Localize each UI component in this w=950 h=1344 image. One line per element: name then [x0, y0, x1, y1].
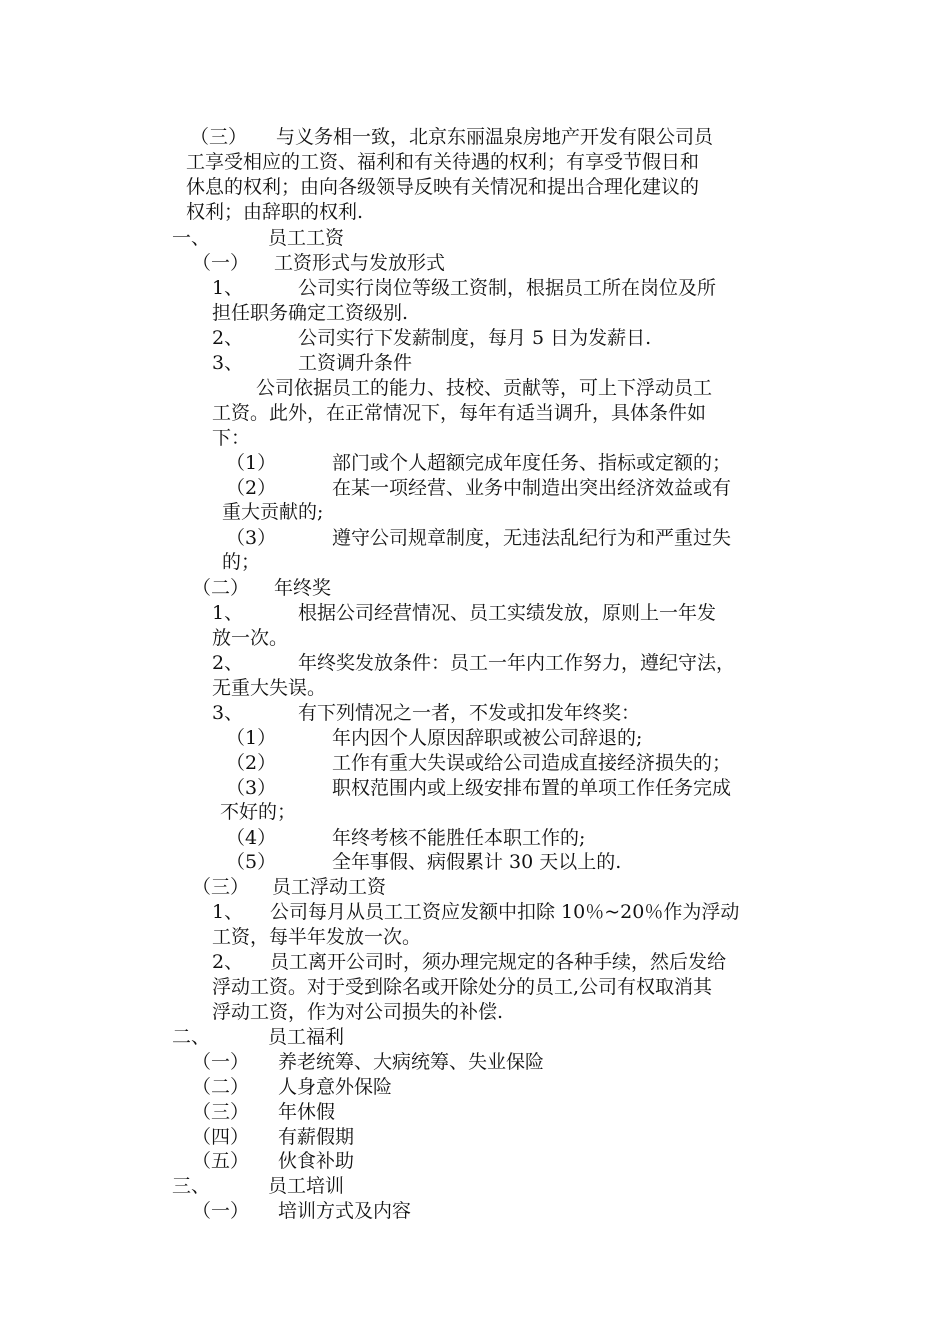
subsection-marker: （三） [192, 876, 250, 898]
clause-text: 职权范围内或上级安排布置的单项工作任务完成 [332, 777, 732, 799]
subsection-title: 员工浮动工资 [272, 876, 387, 898]
paragraph-text: 工资。此外，在正常情况下，每年有适当调升，具体条件如 [212, 402, 707, 424]
paragraph-text: 公司依据员工的能力、技校、贡献等，可上下浮动员工 [256, 377, 713, 399]
item-marker: 3、 [212, 702, 244, 724]
paragraph-text: 休息的权利；由向各级领导反映有关情况和提出合理化建议的 [186, 176, 700, 198]
clause-text: 遵守公司规章制度，无违法乱纪行为和严重过失 [332, 527, 732, 549]
list-item-text: 伙食补助 [278, 1150, 355, 1172]
clause-marker: （1） [226, 727, 277, 749]
clause-marker: （5） [226, 851, 277, 873]
clause-marker: （3） [226, 527, 277, 549]
item-marker: 1、 [212, 602, 244, 624]
subsection-marker: （一） [192, 1200, 250, 1222]
subsection-title: 培训方式及内容 [278, 1200, 412, 1222]
item-marker: 2、 [212, 652, 244, 674]
item-text: 浮动工资。对于受到除名或开除处分的员工,公司有权取消其 [212, 976, 713, 998]
clause-marker: （1） [226, 452, 277, 474]
section-marker: 三、 [172, 1175, 211, 1197]
clause-text: 部门或个人超额完成年度任务、指标或定额的； [332, 452, 732, 474]
item-text: 担任职务确定工资级别. [212, 302, 409, 324]
paragraph-text: 下： [212, 427, 251, 449]
item-text: 公司每月从员工工资应发额中扣除 10％~20％作为浮动 [270, 901, 740, 923]
list-item-marker: （四） [192, 1126, 250, 1148]
clause-text: 在某一项经营、业务中制造出突出经济效益或有 [332, 477, 732, 499]
clause-marker: （2） [226, 477, 277, 499]
clause-text: 工作有重大失误或给公司造成直接经济损失的； [332, 752, 732, 774]
item-text: 有下列情况之一者，不发或扣发年终奖： [298, 702, 641, 724]
clause-text: 年内因个人原因辞职或被公司辞退的; [332, 727, 643, 749]
list-item-marker: （一） [192, 1051, 250, 1073]
item-marker: 1、 [212, 277, 244, 299]
list-item-text: 有薪假期 [278, 1126, 355, 1148]
item-text: 根据公司经营情况、员工实绩发放，原则上一年发 [298, 602, 717, 624]
item-text: 年终奖发放条件：员工一年内工作努力，遵纪守法， [298, 652, 736, 674]
item-text: 放一次。 [212, 627, 289, 649]
paragraph-text: 与义务相一致，北京东丽温泉房地产开发有限公司员 [276, 126, 714, 148]
clause-text: 不好的； [220, 801, 297, 823]
paragraph-text: 权利；由辞职的权利. [186, 201, 364, 223]
clause-text: 重大贡献的; [222, 501, 324, 523]
list-item-marker: （二） [192, 1076, 250, 1098]
section-marker: 二、 [172, 1026, 211, 1048]
item-text: 公司实行下发薪制度，每月 5 日为发薪日. [298, 327, 652, 349]
section-title: 员工培训 [268, 1175, 345, 1197]
list-item-marker: （三） [192, 1101, 250, 1123]
item-marker: 2、 [212, 327, 244, 349]
subsection-marker: （二） [192, 577, 250, 599]
item-marker: 3、 [212, 352, 244, 374]
clause-text: 年终考核不能胜任本职工作的; [332, 827, 586, 849]
paragraph-marker: （三） [190, 126, 248, 148]
item-text: 公司实行岗位等级工资制，根据员工所在岗位及所 [298, 277, 717, 299]
section-title: 员工工资 [268, 227, 345, 249]
paragraph-text: 工享受相应的工资、福利和有关待遇的权利；有享受节假日和 [186, 151, 700, 173]
subsection-marker: （一） [192, 252, 250, 274]
clause-marker: （4） [226, 827, 277, 849]
item-text: 工资，每半年发放一次。 [212, 926, 422, 948]
item-marker: 2、 [212, 951, 244, 973]
list-item-text: 人身意外保险 [278, 1076, 393, 1098]
clause-text: 的； [222, 551, 261, 573]
item-text: 无重大失误。 [212, 677, 327, 699]
subsection-title: 年终奖 [274, 577, 332, 599]
clause-marker: （3） [226, 777, 277, 799]
subsection-title: 工资形式与发放形式 [274, 252, 446, 274]
item-marker: 1、 [212, 901, 244, 923]
clause-text: 全年事假、病假累计 30 天以上的. [332, 851, 622, 873]
section-title: 员工福利 [268, 1026, 345, 1048]
list-item-marker: （五） [192, 1150, 250, 1172]
item-text: 工资调升条件 [298, 352, 413, 374]
clause-marker: （2） [226, 752, 277, 774]
section-marker: 一、 [172, 227, 211, 249]
list-item-text: 年休假 [278, 1101, 336, 1123]
item-text: 员工离开公司时，须办理完规定的各种手续，然后发给 [270, 951, 727, 973]
list-item-text: 养老统筹、大病统筹、失业保险 [278, 1051, 545, 1073]
item-text: 浮动工资，作为对公司损失的补偿. [212, 1001, 504, 1023]
